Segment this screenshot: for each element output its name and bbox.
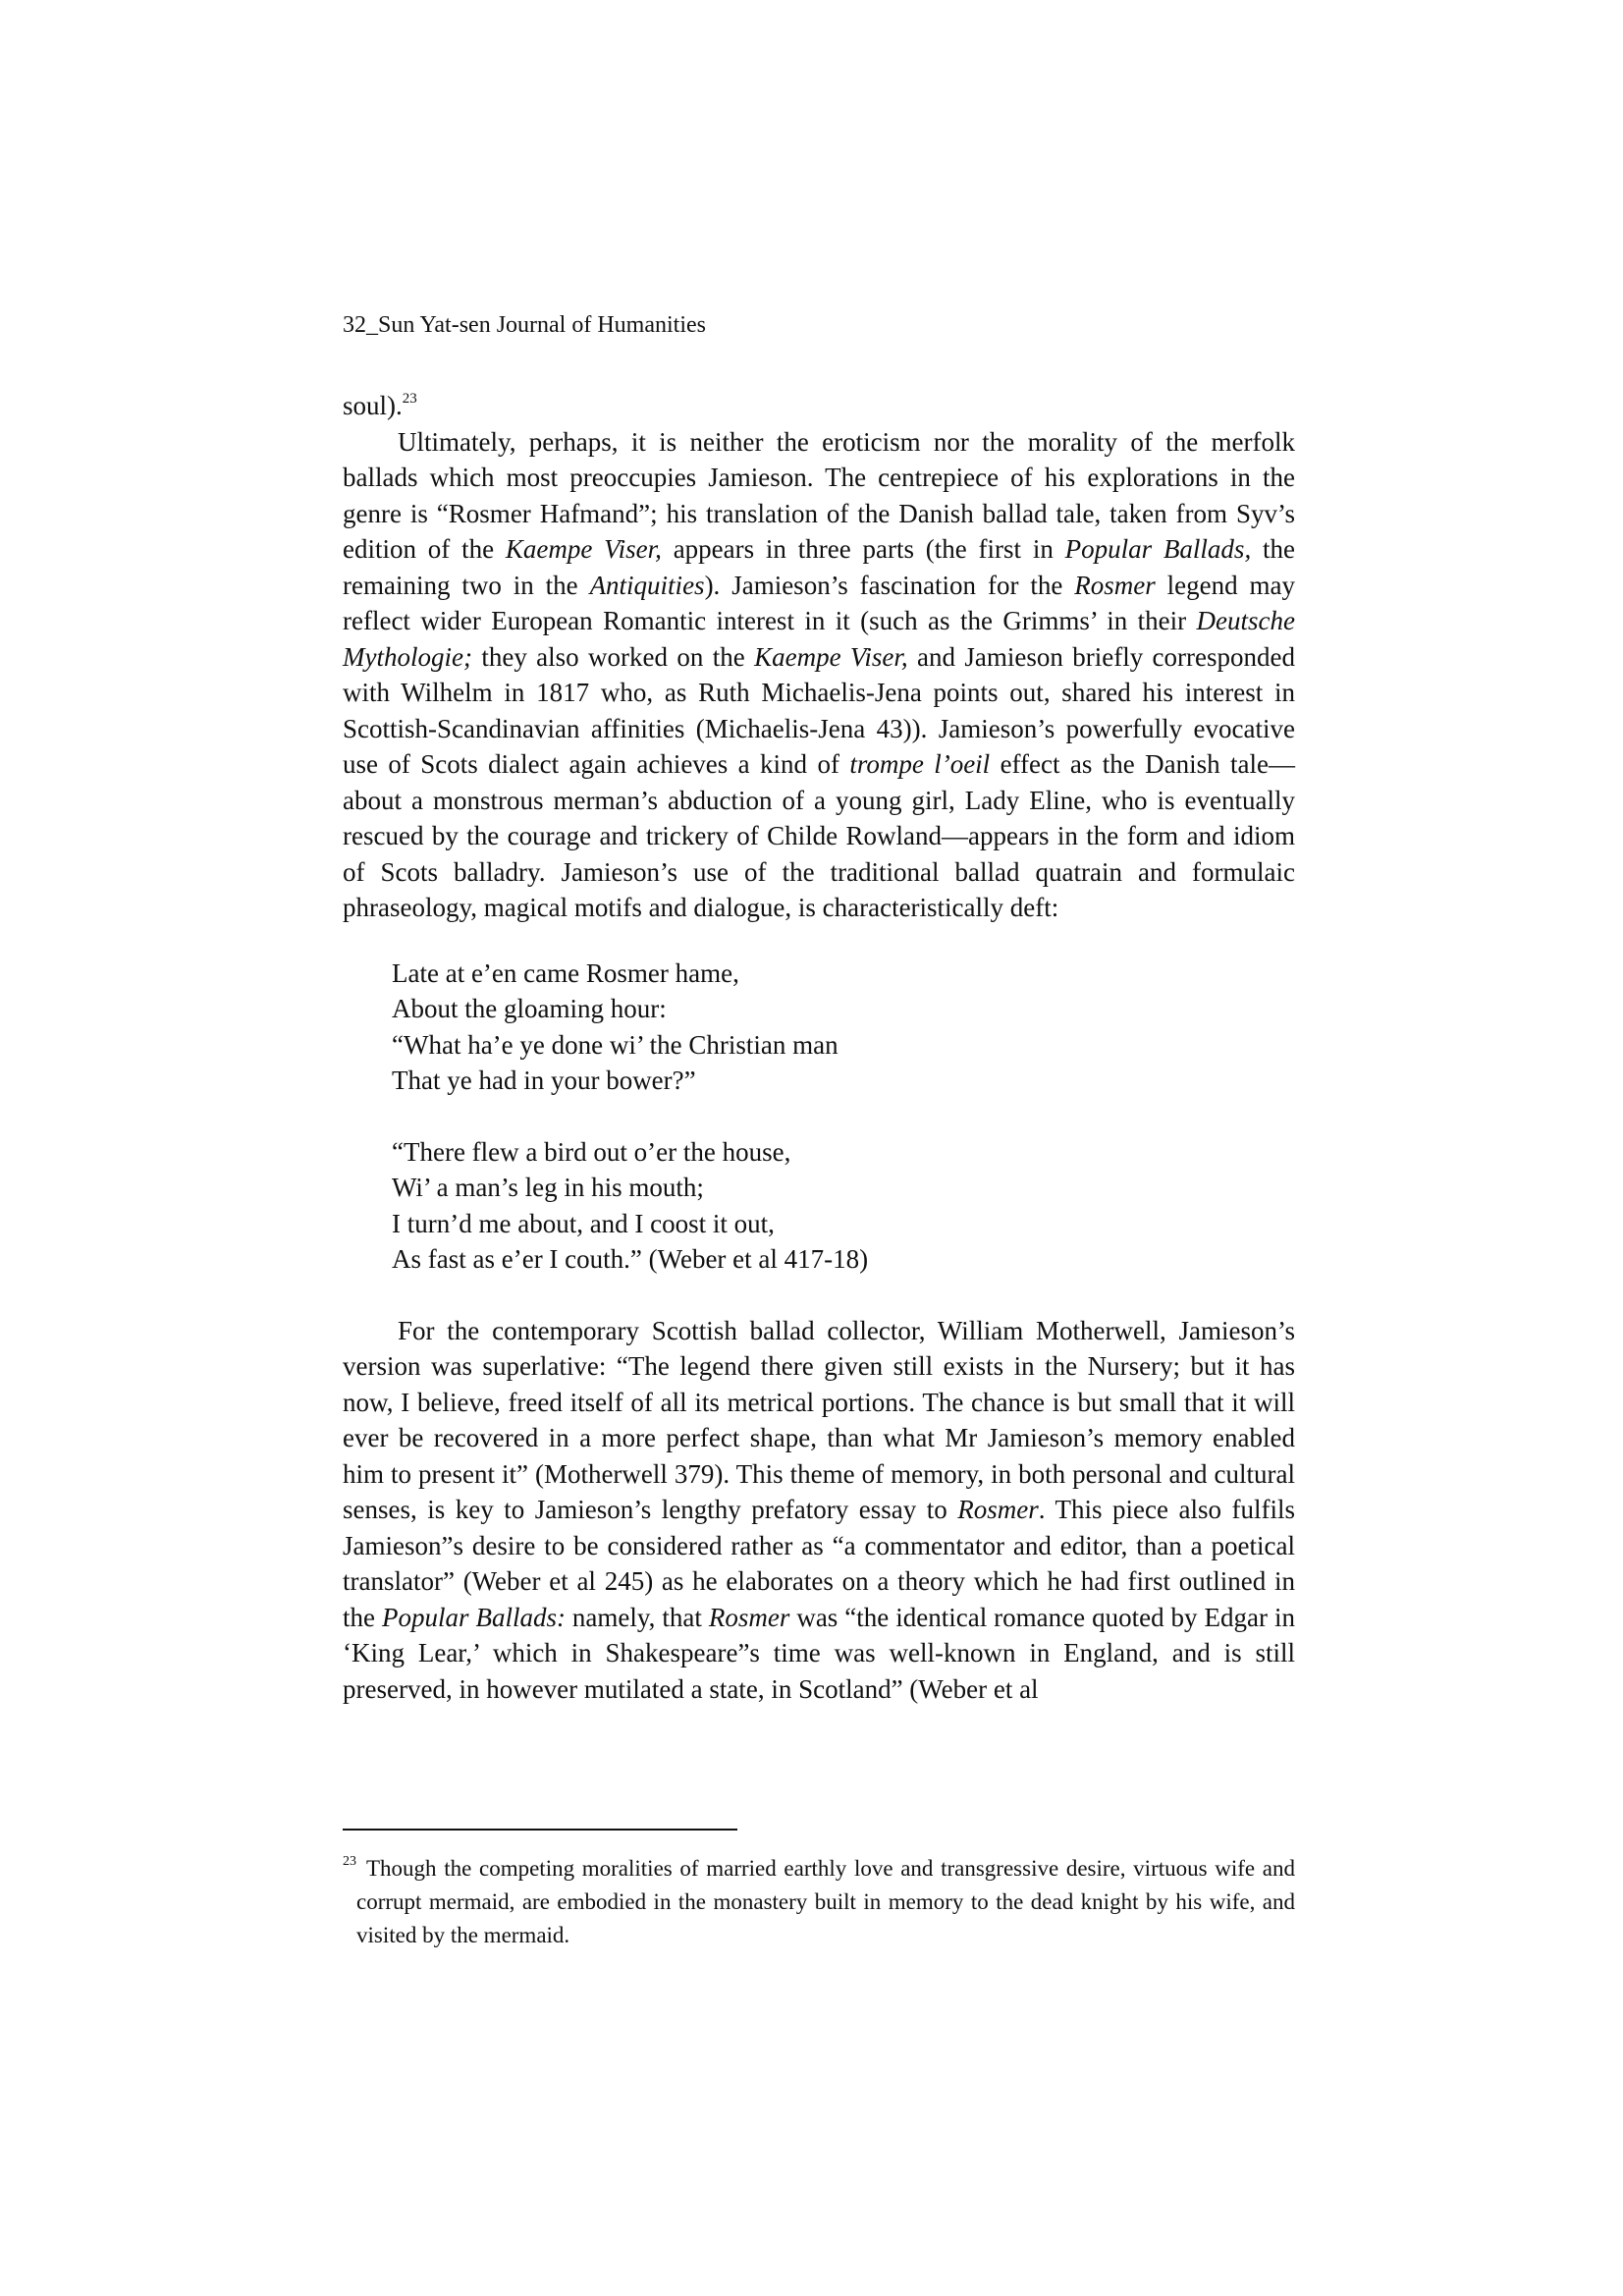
- body-text: [343, 388, 1295, 1707]
- verse-line: I turn’d me about, and I coost it out,: [392, 1208, 775, 1238]
- verse-line: That ye had in your bower?”: [392, 1066, 696, 1095]
- text-run: appears in three parts (the first in: [661, 534, 1065, 564]
- text-run: the remaining two in the: [343, 534, 1295, 600]
- verse-line: Wi’ a man’s leg in his mouth;: [392, 1173, 704, 1202]
- verse-line: Late at e’en came Rosmer hame,: [392, 957, 739, 988]
- footnote: [343, 1852, 1295, 1952]
- verse-line: “There flew a bird out o’er the house,: [392, 1136, 791, 1167]
- italic-title: Popular Ballads:: [381, 1602, 566, 1632]
- italic-title: Rosmer: [957, 1495, 1039, 1524]
- running-head: 32_Sun Yat-sen Journal of Humanities: [343, 312, 706, 338]
- footnote-body: [343, 1852, 1295, 1952]
- text-run: Ultimately, perhaps, it is neither the eroticism nor the morality of the merfolk ballads which most preoccupies Jamieson. The centrepiece of his explorations in the genre is “Rosmer Hafmand”; his translation of the Danish ballad tale, taken from Syv’s edition of the: [343, 426, 1295, 564]
- stanza: [392, 1134, 1295, 1278]
- ballad-quotation: [392, 956, 1295, 1278]
- stanza: [392, 956, 1295, 1099]
- italic-title: Rosmer: [708, 1602, 790, 1632]
- text-run: was “the identical romance quoted by Edgar in ‘King Lear,’ which in Shakespeare”s time was well-known in England, and is still preserved, in however mutilated a state, in Scotland” (Weber et al: [343, 1602, 1295, 1704]
- italic-title: Kaempe Viser,: [505, 534, 662, 564]
- verse-line: “What ha’e ye done wi’ the Christian man: [392, 1029, 839, 1060]
- italic-title: Antiquities: [589, 570, 705, 600]
- italic-title: Popular Ballads,: [1064, 534, 1252, 564]
- text-run: and Jamieson briefly corresponded with Wilhelm in 1817 who, as Ruth Michaelis-Jena points out, shared his interest in Scottish-Scandinavian affinities (Michaelis-Jena 43)). Jamieson’s powerfully evocative use of Scots dialect again achieves a kind of: [343, 641, 1295, 779]
- text-run: ). Jamieson’s fascination for the: [704, 570, 1075, 600]
- verse-line: About the gloaming hour:: [392, 994, 667, 1023]
- italic-title: Rosmer: [1074, 570, 1156, 600]
- verse-line: As fast as e’er I couth.” (Weber et al 417-18): [392, 1244, 869, 1274]
- text-run: For the contemporary Scottish ballad collector, William Motherwell, Jamieson’s version was superlative: “The legend there given still exists in the Nursery; but it has now, I believe, freed itself of all its metrical portions. The chance is but small that it will ever be recovered in a more perfect shape, than what Mr Jamieson’s memory enabled him to present it” (Motherwell 379). This theme of memory, in both personal and cultural senses, is key to Jamieson’s lengthy prefatory essay to: [343, 1315, 1295, 1524]
- text-run: . This piece also fulfils Jamieson”s desire to be considered rather as “a commentator and editor, than a poetical translator” (Weber et al 245) as he elaborates on a theory which he had first outlined in the: [343, 1495, 1295, 1632]
- paragraph-motherwell: [343, 1313, 1295, 1708]
- footnote-separator: [343, 1829, 737, 1831]
- footnote-ref[interactable]: 23: [402, 391, 417, 407]
- text-run: namely, that: [565, 1602, 709, 1632]
- italic-title: Kaempe Viser,: [754, 641, 908, 672]
- footnote-text: Though the competing moralities of married earthly love and transgressive desire, virtuous wife and corrupt mermaid, are embodied in the monastery built in memory to the dead knight by his wife, and visited by the mermaid.: [356, 1856, 1295, 1947]
- text-run: legend may reflect wider European Romantic interest in it (such as the Grimms’ in their: [343, 570, 1295, 635]
- paragraph-text: soul).: [343, 391, 403, 420]
- italic-title: Deutsche Mythologie;: [343, 606, 1295, 672]
- footnote-marker: 23: [343, 1854, 356, 1870]
- italic-term: trompe l’oeil: [849, 749, 991, 779]
- paragraph-continuation: [343, 388, 1295, 424]
- text-run: they also worked on the: [471, 641, 755, 672]
- text-run: effect as the Danish tale—about a monstrous merman’s abduction of a young girl, Lady Eline, who is eventually rescued by the courage and trickery of Childe Rowland—appears in the form and idiom of Scots balladry. Jamieson’s use of the traditional ballad quatrain and formulaic phraseology, magical motifs and dialogue, is characteristically deft:: [343, 749, 1296, 922]
- paragraph-rosmer-intro: [343, 424, 1295, 926]
